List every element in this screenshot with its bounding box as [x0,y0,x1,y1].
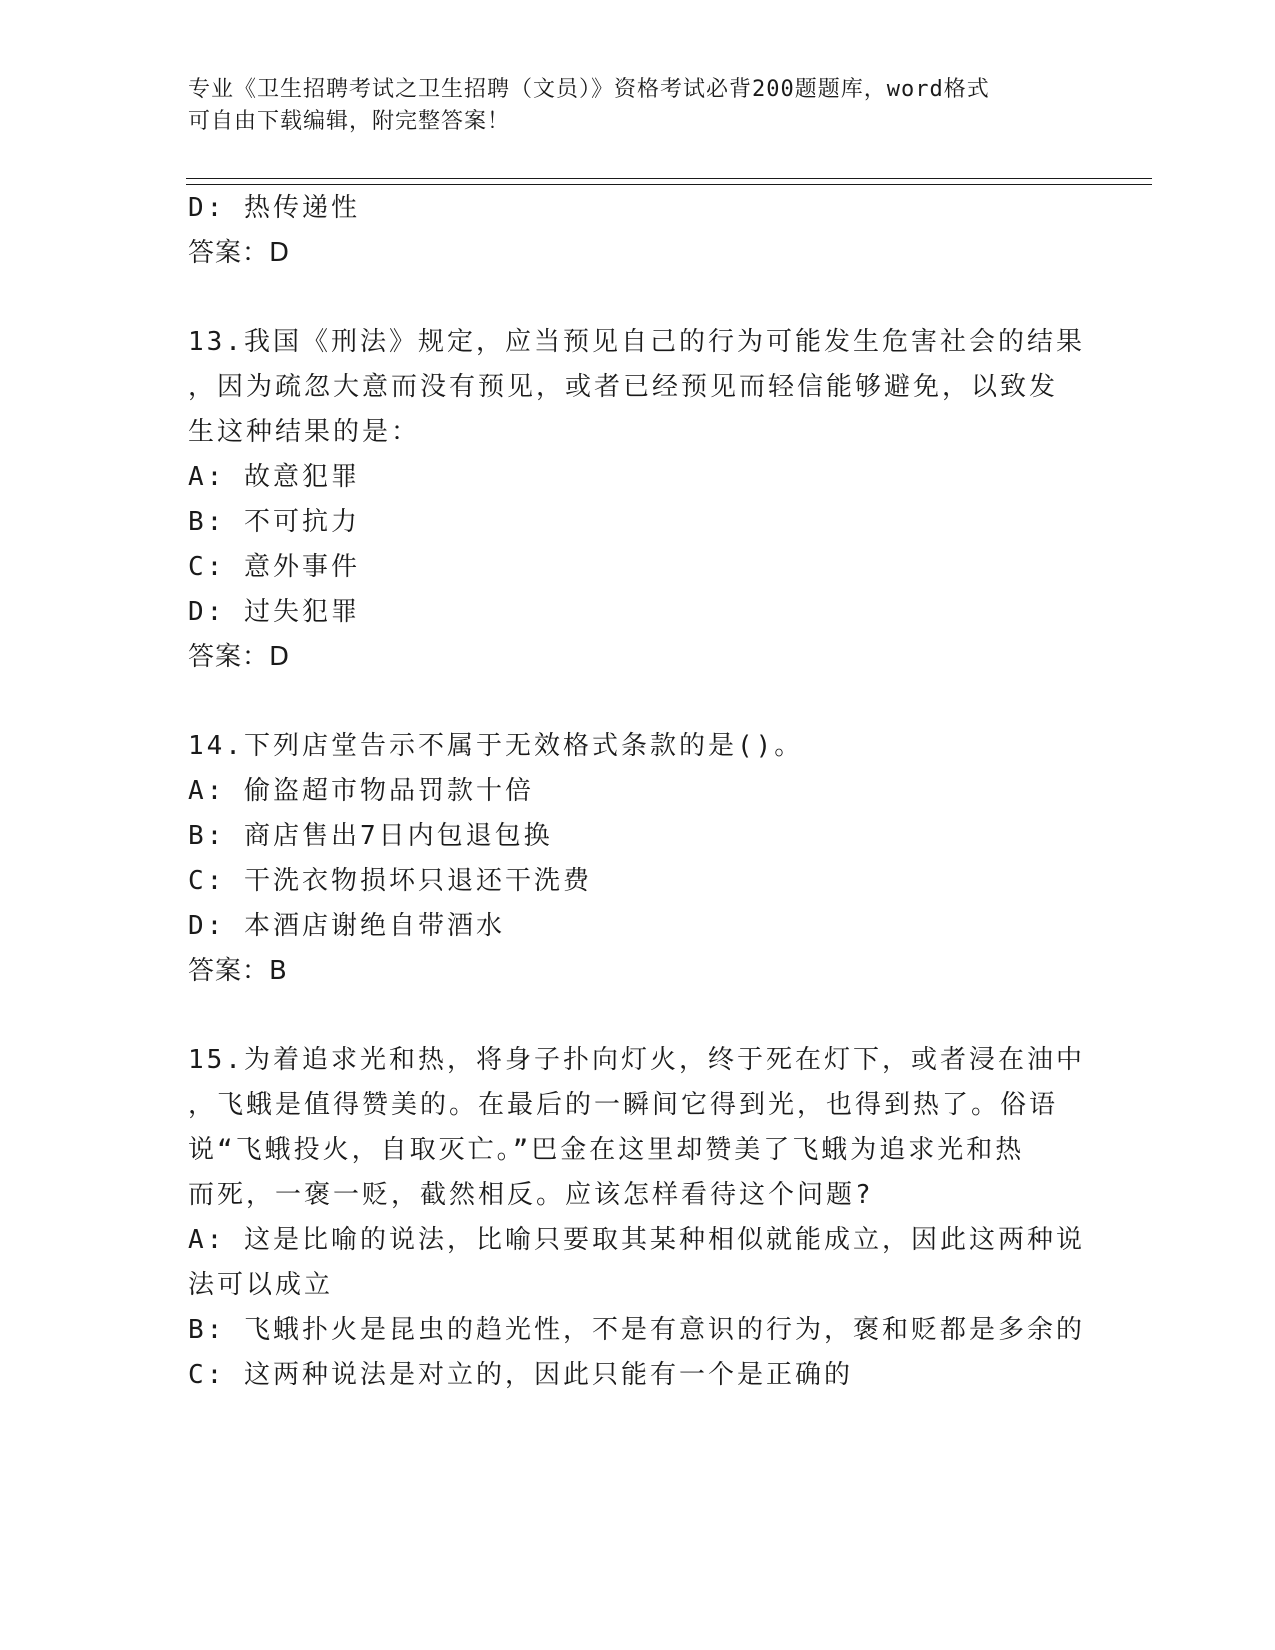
question-15 [188,1038,1088,1398]
option-a: A: 这是比喻的说法，比喻只要取其某种相似就能成立，因此这两种说 [188,1225,1085,1255]
page-header [188,74,1068,138]
option-a-continued: 法可以成立 [188,1270,334,1300]
option-b: B: 飞蛾扑火是昆虫的趋光性，不是有意识的行为，褒和贬都是多余的 [188,1315,1085,1345]
answer-line: 答案：B [188,956,288,986]
question-13 [188,320,1088,680]
option-c: C: 这两种说法是对立的，因此只能有一个是正确的 [188,1360,853,1390]
header-line-1: 专业《卫生招聘考试之卫生招聘（文员）》资格考试必背200题题库，word格式 [188,77,990,102]
option-d: D: 热传递性 [188,193,360,223]
question-list [188,186,1088,1398]
spacer [188,680,1088,724]
question-stem-line: 14.下列店堂告示不属于无效格式条款的是()。 [188,731,804,761]
question-14 [188,724,1088,994]
question-stem-line: 说“飞蛾投火，自取灭亡。”巴金在这里却赞美了飞蛾为追求光和热 [188,1135,1025,1165]
answer-line: 答案：D [188,642,291,672]
question-stem-line: ，因为疏忽大意而没有预见，或者已经预见而轻信能够避免，以致发 [188,372,1059,402]
header-divider [186,178,1152,185]
option-c: C: 干洗衣物损坏只退还干洗费 [188,866,592,896]
question-12-tail [188,186,1088,276]
option-a: A: 故意犯罪 [188,462,360,492]
option-c: C: 意外事件 [188,552,360,582]
question-stem-line: 生这种结果的是： [188,417,421,447]
header-line-2: 可自由下载编辑，附完整答案！ [188,109,511,134]
option-d: D: 本酒店谢绝自带酒水 [188,911,505,941]
question-stem-line: 15.为着追求光和热，将身子扑向灯火，终于死在灯下，或者浸在油中 [188,1045,1085,1075]
question-stem-line: ，飞蛾是值得赞美的。在最后的一瞬间它得到光，也得到热了。俗语 [188,1090,1059,1120]
option-b: B: 不可抗力 [188,507,360,537]
option-a: A: 偷盗超市物品罚款十倍 [188,776,534,806]
spacer [188,994,1088,1038]
option-d: D: 过失犯罪 [188,597,360,627]
option-b: B: 商店售出7日内包退包换 [188,821,553,851]
question-stem-line: 13.我国《刑法》规定，应当预见自己的行为可能发生危害社会的结果 [188,327,1085,357]
spacer [188,276,1088,320]
question-stem-line: 而死，一褒一贬，截然相反。应该怎样看待这个问题? [188,1180,874,1210]
answer-line: 答案：D [188,238,291,268]
